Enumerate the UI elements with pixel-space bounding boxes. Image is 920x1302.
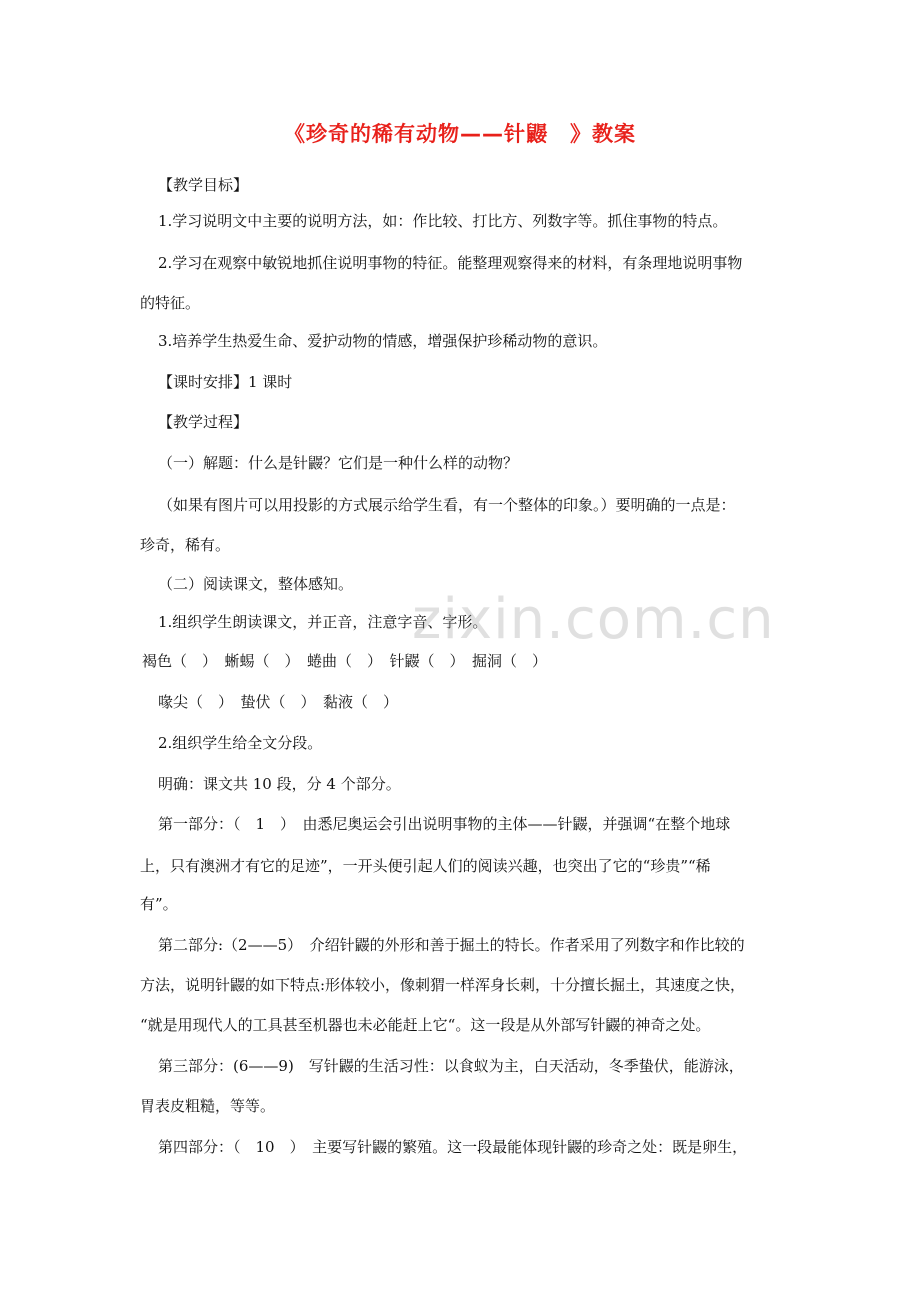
heading-teaching-process: 【教学过程】: [158, 413, 249, 431]
part-3: 第三部分：(6——9) 写针鼹的生活习性：以食蚁为主，白天活动，冬季蛰伏，能游泳，: [158, 1057, 744, 1075]
section-1-note-cont: 珍奇，稀有。: [140, 536, 231, 554]
part-1-cont-b: 有”。: [140, 895, 178, 913]
goal-2-cont: 的特征。: [140, 294, 201, 312]
vocab-row-2: 喙尖（ ） 蛰伏（ ） 黏液（ ）: [158, 693, 399, 711]
step-2: 2.组织学生给全文分段。: [158, 734, 323, 752]
part-2-cont-a: 方法，说明针鼹的如下特点:形体较小，像刺猬一样浑身长刺，十分擅长掘土，其速度之快，: [140, 976, 746, 994]
watermark: zixin.com.cn: [412, 587, 775, 652]
goal-2: 2.学习在观察中敏锐地抓住说明事物的特征。能整理观察得来的材料，有条理地说明事物: [158, 254, 743, 272]
step-1: 1.组织学生朗读课文，并正音，注意字音、字形。: [158, 613, 488, 631]
section-2-heading: （二）阅读课文，整体感知。: [158, 575, 354, 593]
document-title: 《珍奇的稀有动物——针鼹 》教案: [284, 122, 636, 146]
vocab-row-1: 褐色（ ） 蜥蜴（ ） 蜷曲（ ） 针鼹（ ） 掘洞（ ）: [142, 652, 548, 670]
heading-teaching-goals: 【教学目标】: [158, 176, 249, 194]
heading-schedule: 【课时安排】1 课时: [158, 373, 293, 391]
part-2: 第二部分:（2——5） 介绍针鼹的外形和善于掘土的特长。作者采用了列数字和作比较的: [158, 936, 745, 954]
section-1-note: （如果有图片可以用投影的方式展示给学生看，有一个整体的印象。）要明确的一点是：: [158, 496, 736, 514]
part-2-cont-b: “就是用现代人的工具甚至机器也未必能赶上它“。这一段是从外部写针鼹的神奇之处。: [140, 1016, 711, 1034]
clarify-parts: 明确：课文共 10 段，分 4 个部分。: [158, 775, 401, 793]
section-1-question: （一）解题：什么是针鼹？它们是一种什么样的动物？: [158, 454, 519, 472]
goal-1: 1.学习说明文中主要的说明方法，如：作比较、打比方、列数字等。抓住事物的特点。: [158, 212, 728, 230]
part-3-cont: 胃表皮粗糙，等等。: [140, 1097, 276, 1115]
part-1: 第一部分：（ 1 ） 由悉尼奥运会引出说明事物的主体——针鼹，并强调“在整个地球: [158, 815, 731, 833]
part-4: 第四部分：（ 10 ） 主要写针鼹的繁殖。这一段最能体现针鼹的珍奇之处：既是卵生，: [158, 1138, 748, 1156]
goal-3: 3.培养学生热爱生命、爱护动物的情感，增强保护珍稀动物的意识。: [158, 332, 608, 350]
part-1-cont-a: 上，只有澳洲才有它的足迹”，一开头便引起人们的阅读兴趣，也突出了它的“珍贵”“稀: [140, 857, 711, 875]
